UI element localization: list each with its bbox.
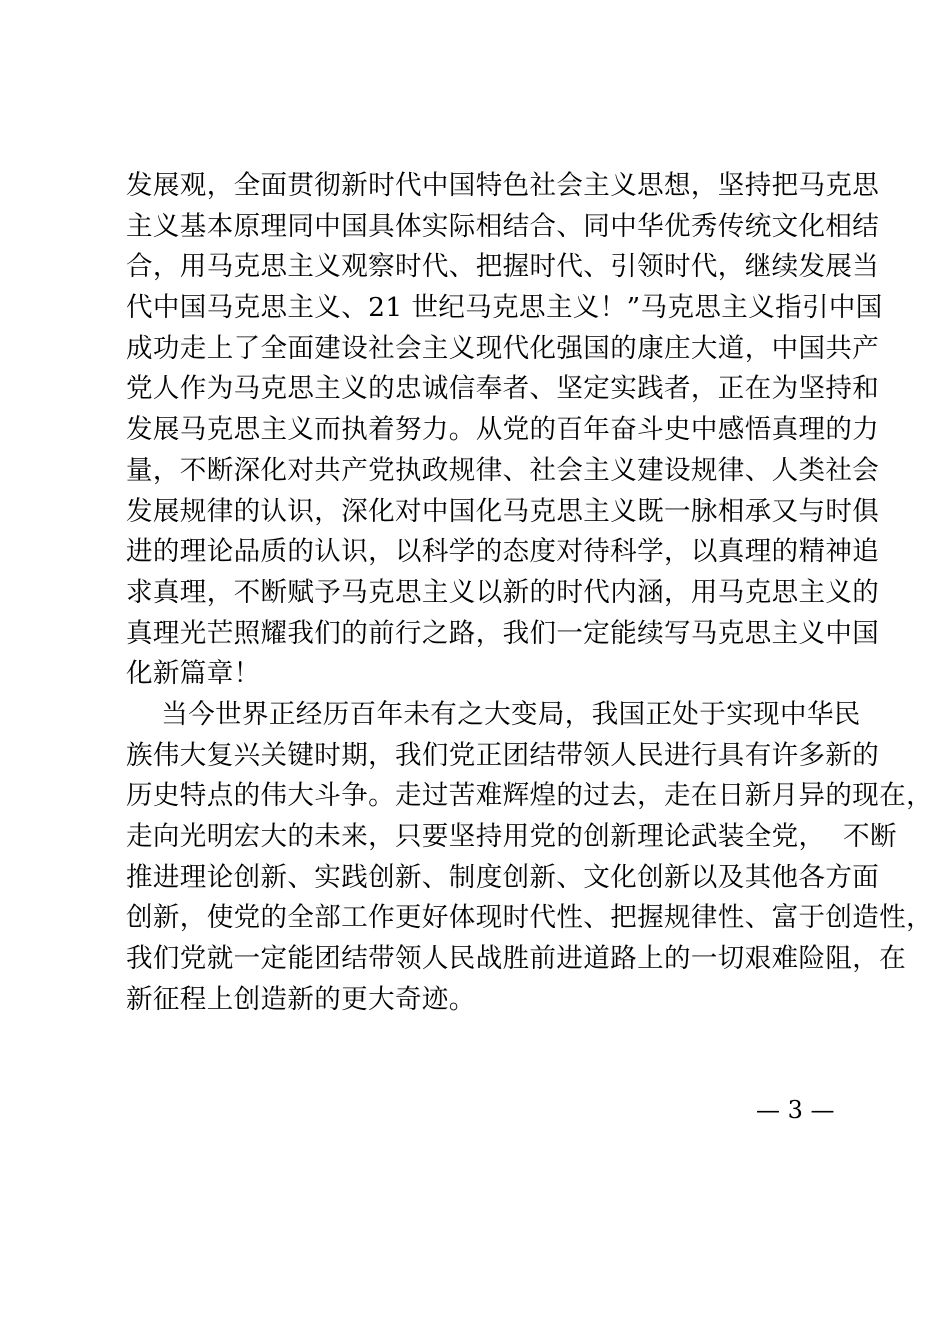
text-line: 族伟大复兴关键时期，我们党正团结带领人民进行具有许多新的 bbox=[126, 739, 880, 771]
text-line: 推进理论创新、实践创新、制度创新、文化创新以及其他各方面 bbox=[126, 861, 880, 893]
text-line: 主义基本原理同中国具体实际相结合、同中华优秀传统文化相结 bbox=[126, 210, 880, 242]
text-line: 成功走上了全面建设社会主义现代化强国的康庄大道，中国共产 bbox=[126, 332, 880, 364]
body-text bbox=[126, 166, 933, 1020]
text-line: 发展规律的认识，深化对中国化马克思主义既一脉相承又与时俱 bbox=[126, 495, 880, 527]
text-line: 创新，使党的全部工作更好体现时代性、把握规律性、富于创造性， bbox=[126, 902, 933, 934]
text-line: 化新篇章！ bbox=[126, 658, 261, 690]
text-line: 当今世界正经历百年未有之大变局，我国正处于实现中华民 bbox=[126, 698, 861, 730]
text-line: 发展马克思主义而执着努力。从党的百年奋斗史中感悟真理的力 bbox=[126, 414, 880, 446]
text-line: 发展观，全面贯彻新时代中国特色社会主义思想，坚持把马克思 bbox=[126, 170, 880, 201]
text-line: 真理光芒照耀我们的前行之路，我们一定能续写马克思主义中国 bbox=[126, 617, 880, 649]
text-line: 进的理论品质的认识，以科学的态度对待科学，以真理的精神追 bbox=[126, 536, 880, 568]
text-line: 党人作为马克思主义的忠诚信奉者、坚定实践者，正在为坚持和 bbox=[126, 373, 880, 405]
text-line: 走向光明宏大的未来，只要坚持用党的创新理论武装全党， 不断 bbox=[126, 821, 897, 852]
text-line: 我们党就一定能团结带领人民战胜前进道路上的一切艰难险阻，在 bbox=[126, 943, 907, 975]
text-line: 量，不断深化对共产党执政规律、社会主义建设规律、人类社会 bbox=[126, 454, 880, 486]
text-line: 历史特点的伟大斗争。走过苦难辉煌的过去，走在日新月异的现在， bbox=[126, 780, 933, 812]
text-line: 新征程上创造新的更大奇迹。 bbox=[126, 983, 476, 1015]
text-line: 求真理，不断赋予马克思主义以新的时代内涵，用马克思主义的 bbox=[126, 576, 880, 608]
text-line: 代中国马克思主义、21 世纪马克思主义！”马克思主义指引中国 bbox=[126, 292, 883, 324]
text-line: 合，用马克思主义观察时代、把握时代、引领时代，继续发展当 bbox=[126, 251, 880, 283]
page-number: — 3 — bbox=[756, 1096, 835, 1124]
